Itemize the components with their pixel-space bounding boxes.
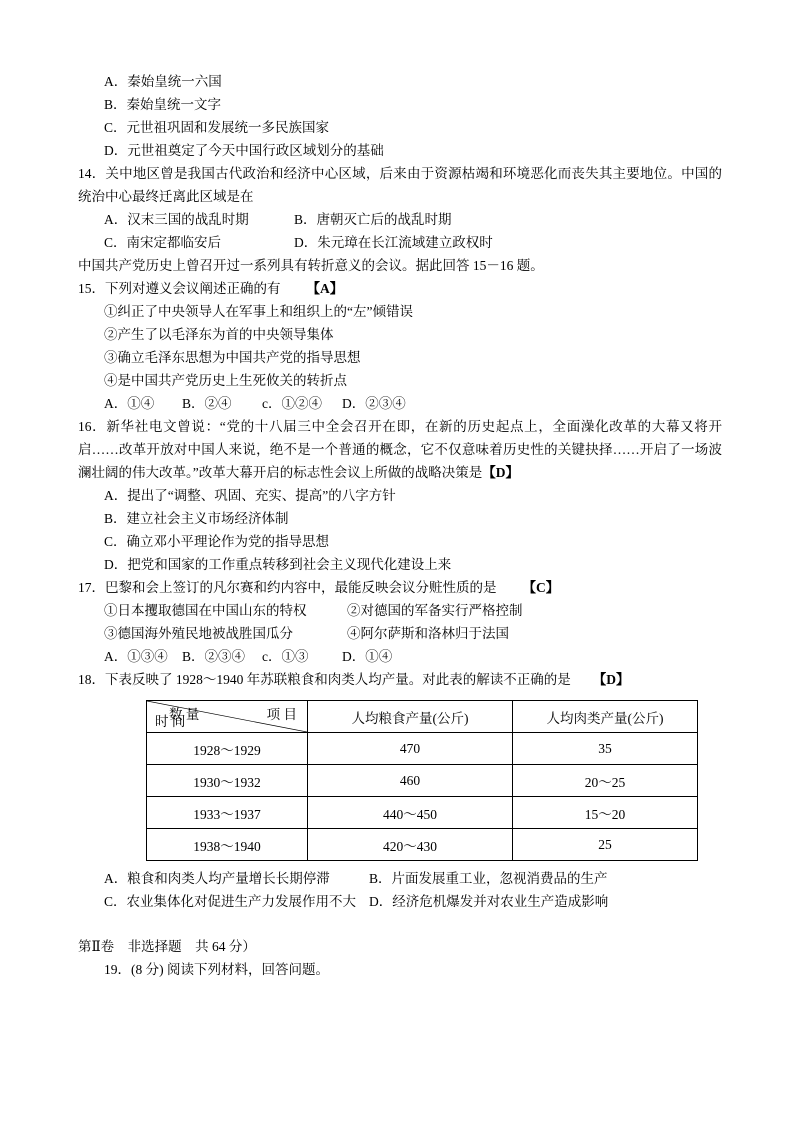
q14-options-row2 (78, 231, 722, 254)
q18-answer: 【D】 (592, 672, 630, 687)
q16-option-a: A．提出了“调整、巩固、充实、提高”的八字方针 (104, 488, 396, 503)
q15-choice-a: A．①④ (104, 396, 155, 411)
q15-choice-b: B．②④ (182, 396, 232, 411)
table-row (147, 797, 698, 829)
q14-option-d: D．朱元璋在长江流域建立政权时 (294, 235, 493, 250)
q15-item-2: ②产生了以毛泽东为首的中央领导集体 (104, 327, 334, 342)
row-meat: 35 (513, 733, 698, 765)
q18-option-d: D．经济危机爆发并对农业生产造成影响 (369, 894, 609, 909)
q18-options-row2 (78, 890, 722, 913)
q15-item-3: ③确立毛泽东思想为中国共产党的指导思想 (104, 350, 361, 365)
q14-option-c: C．南宋定都临安后 (104, 235, 222, 250)
q16-option-b: B．建立社会主义市场经济体制 (104, 511, 289, 526)
q14-options-row1 (78, 208, 722, 231)
q14-note: 中国共产党历史上曾召开过一系列具有转折意义的会议。据此回答 15－16 题。 (78, 258, 544, 273)
row-period: 1938～1940 (147, 829, 308, 861)
q13-option-c: C．元世祖巩固和发展统一多民族国家 (104, 120, 330, 135)
table-row (147, 733, 698, 765)
q17-choice-c: c．①③ (262, 649, 309, 664)
q14-option-b: B．唐朝灭亡后的战乱时期 (294, 212, 452, 227)
q17-choice-b: B．②③④ (182, 649, 246, 664)
soviet-output-table (146, 700, 698, 861)
row-period: 1928～1929 (147, 733, 308, 765)
q18-option-c: C．农业集体化对促进生产力发展作用不大 (104, 894, 357, 909)
table-row (147, 765, 698, 797)
row-meat: 25 (513, 829, 698, 861)
q15-choice-c: c．①②④ (262, 396, 322, 411)
table-header-row (147, 701, 698, 733)
q17-items-row1 (78, 599, 722, 622)
q15-item-4: ④是中国共产党历史上生死攸关的转折点 (104, 373, 347, 388)
q16-option-d: D．把党和国家的工作重点转移到社会主义现代化建设上来 (104, 557, 452, 572)
header-quantity-label: 数 量 (169, 707, 200, 722)
q17-choice-d: D．①④ (342, 649, 393, 664)
q17-item-2: ②对德国的军备实行严格控制 (347, 603, 523, 618)
q18-options-row1 (78, 867, 722, 890)
q13-option-a: A．秦始皇统一六国 (104, 74, 222, 89)
q16-stem: 16．新华社电文曾说：“党的十八届三中全会召开在即，在新的历史起点上，全面澡化改革的大幕又将开启……改革开放对中国人来说，绝不是一个普通的概念，它不仅意味着历史性的关键抉择……开启了一场波澜壮阔的伟大改革。”改革大幕开启的标志性会议上所做的战略决策是 (78, 419, 722, 480)
q17-choice-a: A．①③④ (104, 649, 168, 664)
q17-item-1: ①日本攫取德国在中国山东的特权 (104, 603, 307, 618)
row-period: 1933～1937 (147, 797, 308, 829)
q17-item-4: ④阿尔萨斯和洛林归于法国 (347, 626, 509, 641)
q18-option-a: A．粮食和肉类人均产量增长长期停滞 (104, 871, 330, 886)
q14-option-a: A．汉末三国的战乱时期 (104, 212, 249, 227)
row-period: 1930～1932 (147, 765, 308, 797)
q15-choices (78, 392, 722, 415)
q19-stem: 19．(8 分) 阅读下列材料，回答问题。 (104, 962, 329, 977)
q17-items-row2 (78, 622, 722, 645)
q17-stem: 17．巴黎和会上签订的凡尔赛和约内容中，最能反映会议分赃性质的是 (78, 580, 497, 595)
row-grain: 470 (308, 733, 513, 765)
q15-stem: 15．下列对遵义会议阐述正确的有 (78, 281, 281, 296)
row-meat: 15～20 (513, 797, 698, 829)
header-time-label: 时 间 (155, 714, 186, 729)
q16-option-c: C．确立邓小平理论作为党的指导思想 (104, 534, 330, 549)
row-meat: 20～25 (513, 765, 698, 797)
table-col-grain: 人均粮食产量(公斤) (308, 701, 513, 733)
section2-title: 第Ⅱ卷 非选择题 共 64 分） (78, 939, 256, 954)
row-grain: 440～450 (308, 797, 513, 829)
table-corner-header (147, 701, 308, 733)
q13-option-d: D．元世祖奠定了今天中国行政区域划分的基础 (104, 143, 384, 158)
q16-stem-block (78, 415, 722, 484)
row-grain: 460 (308, 765, 513, 797)
q16-answer: 【D】 (482, 465, 519, 480)
q13-option-b: B．秦始皇统一文字 (104, 97, 222, 112)
q17-choices (78, 645, 722, 668)
q15-item-1: ①纠正了中央领导人在军事上和组织上的“左”倾错误 (104, 304, 413, 319)
header-item-label: 项 目 (266, 707, 297, 722)
q18-stem-row (78, 668, 722, 691)
q14-stem: 14．关中地区曾是我国古代政治和经济中心区域，后来由于资源枯竭和环境恶化而丧失其主要地位。中国的统治中心最终迁离此区域是在 (78, 166, 722, 204)
q18-stem: 18．下表反映了 1928～1940 年苏联粮食和肉类人均产量。对此表的解读不正确的是 (78, 672, 571, 687)
q18-option-b: B．片面发展重工业，忽视消费品的生产 (369, 871, 608, 886)
table-col-meat: 人均肉类产量(公斤) (513, 701, 698, 733)
q15-choice-d: D．②③④ (342, 396, 406, 411)
row-grain: 420～430 (308, 829, 513, 861)
q17-item-3: ③德国海外殖民地被战胜国瓜分 (104, 626, 293, 641)
table-row (147, 829, 698, 861)
q17-stem-row (78, 576, 722, 599)
section-spacer (78, 913, 722, 935)
q17-answer: 【C】 (522, 580, 560, 595)
q15-answer: 【A】 (306, 281, 344, 296)
q15-stem-row (78, 277, 722, 300)
